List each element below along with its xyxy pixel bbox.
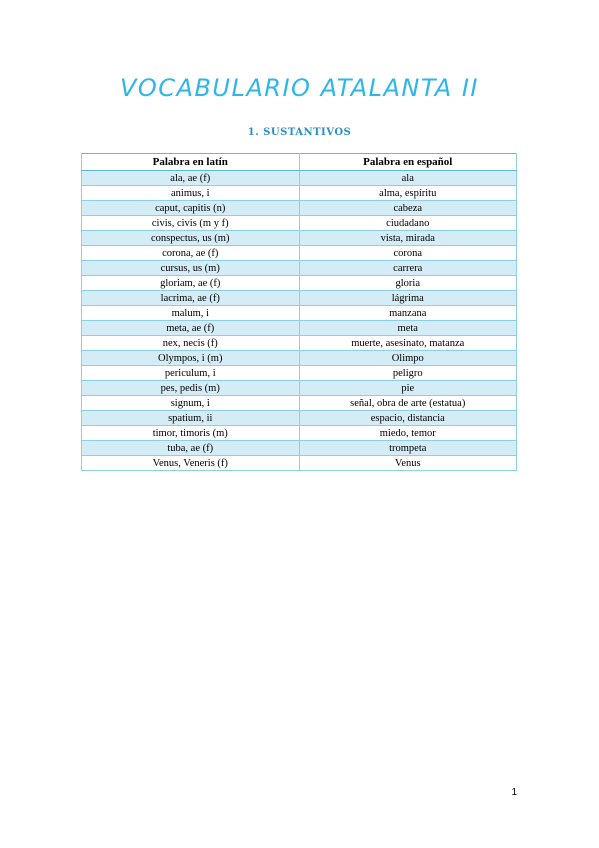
spanish-word-cell: ala xyxy=(299,171,517,186)
spanish-word-cell: carrera xyxy=(299,261,517,276)
spanish-word-cell: señal, obra de arte (estatua) xyxy=(299,396,517,411)
table-header-row xyxy=(82,154,517,171)
table-row xyxy=(82,456,517,471)
latin-word-cell: corona, ae (f) xyxy=(82,246,300,261)
table-row xyxy=(82,186,517,201)
table-row xyxy=(82,201,517,216)
spanish-word-cell: vista, mirada xyxy=(299,231,517,246)
spanish-word-cell: Olimpo xyxy=(299,351,517,366)
page-title: VOCABULARIO ATALANTA II xyxy=(119,74,480,102)
table-body xyxy=(82,171,517,471)
table-row xyxy=(82,336,517,351)
table-row xyxy=(82,411,517,426)
latin-word-cell: nex, necis (f) xyxy=(82,336,300,351)
table-row xyxy=(82,366,517,381)
latin-word-cell: periculum, i xyxy=(82,366,300,381)
latin-word-cell: cursus, us (m) xyxy=(82,261,300,276)
spanish-word-cell: cabeza xyxy=(299,201,517,216)
latin-word-cell: meta, ae (f) xyxy=(82,321,300,336)
table-row xyxy=(82,171,517,186)
page-number: 1 xyxy=(511,787,517,798)
spanish-word-cell: trompeta xyxy=(299,441,517,456)
table-row xyxy=(82,426,517,441)
latin-word-cell: caput, capitis (n) xyxy=(82,201,300,216)
table-row xyxy=(82,321,517,336)
table-row xyxy=(82,276,517,291)
latin-word-cell: civis, civis (m y f) xyxy=(82,216,300,231)
latin-word-cell: Venus, Veneris (f) xyxy=(82,456,300,471)
latin-word-cell: Olympos, i (m) xyxy=(82,351,300,366)
vocabulary-table xyxy=(81,153,517,471)
latin-word-cell: pes, pedis (m) xyxy=(82,381,300,396)
spanish-word-cell: alma, espíritu xyxy=(299,186,517,201)
latin-word-cell: malum, i xyxy=(82,306,300,321)
spanish-word-cell: Venus xyxy=(299,456,517,471)
latin-word-cell: tuba, ae (f) xyxy=(82,441,300,456)
table-row xyxy=(82,246,517,261)
section-heading: 1. SUSTANTIVOS xyxy=(247,127,352,138)
column-header-latin: Palabra en latín xyxy=(82,154,300,171)
table-row xyxy=(82,291,517,306)
spanish-word-cell: espacio, distancia xyxy=(299,411,517,426)
spanish-word-cell: peligro xyxy=(299,366,517,381)
spanish-word-cell: ciudadano xyxy=(299,216,517,231)
latin-word-cell: signum, i xyxy=(82,396,300,411)
latin-word-cell: spatium, ii xyxy=(82,411,300,426)
spanish-word-cell: corona xyxy=(299,246,517,261)
spanish-word-cell: muerte, asesinato, matanza xyxy=(299,336,517,351)
table-row xyxy=(82,231,517,246)
spanish-word-cell: manzana xyxy=(299,306,517,321)
table-row xyxy=(82,351,517,366)
table-row xyxy=(82,261,517,276)
table-row xyxy=(82,216,517,231)
latin-word-cell: gloriam, ae (f) xyxy=(82,276,300,291)
table-row xyxy=(82,396,517,411)
spanish-word-cell: pie xyxy=(299,381,517,396)
latin-word-cell: ala, ae (f) xyxy=(82,171,300,186)
latin-word-cell: animus, i xyxy=(82,186,300,201)
latin-word-cell: timor, timoris (m) xyxy=(82,426,300,441)
table-row xyxy=(82,306,517,321)
spanish-word-cell: lágrima xyxy=(299,291,517,306)
spanish-word-cell: meta xyxy=(299,321,517,336)
spanish-word-cell: gloria xyxy=(299,276,517,291)
table-row xyxy=(82,441,517,456)
latin-word-cell: conspectus, us (m) xyxy=(82,231,300,246)
table-row xyxy=(82,381,517,396)
latin-word-cell: lacrima, ae (f) xyxy=(82,291,300,306)
column-header-spanish: Palabra en español xyxy=(299,154,517,171)
spanish-word-cell: miedo, temor xyxy=(299,426,517,441)
